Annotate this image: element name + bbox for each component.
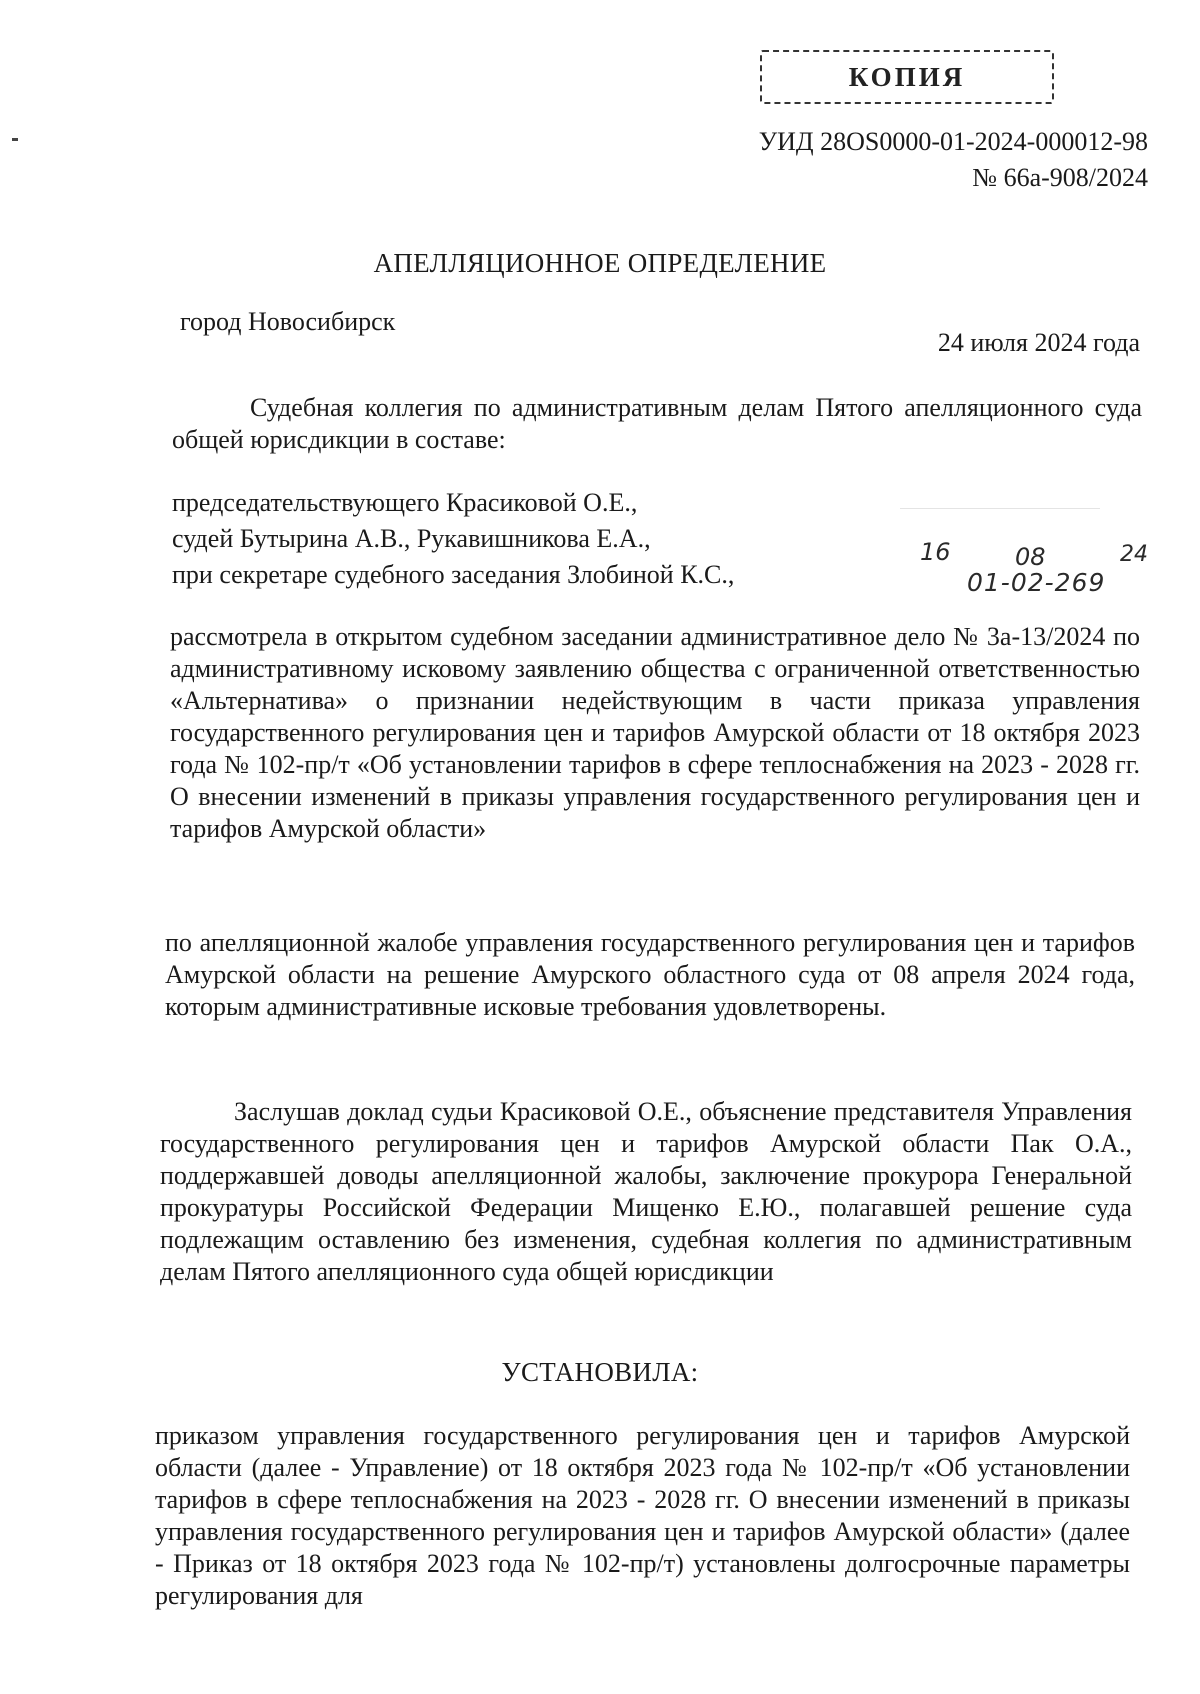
case-number-line: № 66а-908/2024 [972, 163, 1148, 192]
decision-date: 24 июля 2024 года [937, 328, 1140, 357]
handwritten-day: 16 [920, 538, 951, 566]
document-title: АПЕЛЛЯЦИОННОЕ ОПРЕДЕЛЕНИЕ [373, 248, 827, 278]
handwritten-reg-number: 01-02-269 [967, 568, 1106, 597]
order-paragraph: приказом управления государственного регулирования цен и тарифов Амурской области (далее - Управление) от 18 октября 2023 года № 102-пр/т «Об установлении тарифов в сфере теплоснабжения на 2023 - 2028 гг. О внесении изменений в приказы управления государственного регулирования цен и тарифов Амурской области» (далее - Приказ от 18 октября 2023 года № 102-пр/т) установлены долгосрочные параметры регулирования для [155, 1421, 1130, 1610]
scan-artifact [12, 138, 18, 141]
handwritten-year: 24 [1120, 542, 1148, 567]
established-heading: УСТАНОВИЛА: [501, 1357, 699, 1387]
uid-line: УИД 28OS0000-01-2024-000012-98 [758, 127, 1148, 156]
copy-stamp-label: КОПИЯ [848, 61, 966, 92]
case-identifiers [759, 124, 1148, 196]
faint-stamp-trace [900, 508, 1100, 509]
considered-paragraph: рассмотрела в открытом судебном заседании административное дело № 3а-13/2024 по административному исковому заявлению общества с ограниченной ответственностью «Альтернатива» о признании недействующим в части приказа управления государственного регулирования цен и тарифов Амурской области от 18 октября 2023 года № 102-пр/т «Об установлении тарифов в сфере теплоснабжения на 2023 - 2028 гг. О внесении изменений в приказы управления государственного регулирования цен и тарифов Амурской области» [170, 622, 1140, 843]
intro-paragraph: Судебная коллегия по административным делам Пятого апелляционного суда общей юрисдикции в составе: [172, 393, 1142, 454]
secretary-line: при секретаре судебного заседания Злобиной К.С., [172, 560, 735, 589]
handwritten-month: 08 [1015, 543, 1046, 571]
heard-paragraph: Заслушав доклад судьи Красиковой О.Е., объяснение представителя Управления государственного регулирования цен и тарифов Амурской области Пак О.А., поддержавшей доводы апелляционной жалобы, заключение прокурора Генеральной прокуратуры Российской Федерации Мищенко Е.Ю., полагавшей решение суда подлежащим оставлению без изменения, судебная коллегия по административным делам Пятого апелляционного суда общей юрисдикции [160, 1097, 1132, 1286]
judges-line: судей Бутырина А.В., Рукавишникова Е.А., [172, 524, 651, 553]
presiding-judge-line: председательствующего Красиковой О.Е., [172, 488, 638, 517]
appeal-paragraph: по апелляционной жалобе управления государственного регулирования цен и тарифов Амурской области на решение Амурского областного суда от 08 апреля 2024 года, которым административные исковые требования удовлетворены. [165, 928, 1135, 1021]
court-panel [172, 485, 734, 593]
copy-stamp [760, 50, 1054, 104]
handwritten-registration-mark [905, 538, 1165, 608]
place-of-decision: город Новосибирск [180, 307, 396, 336]
